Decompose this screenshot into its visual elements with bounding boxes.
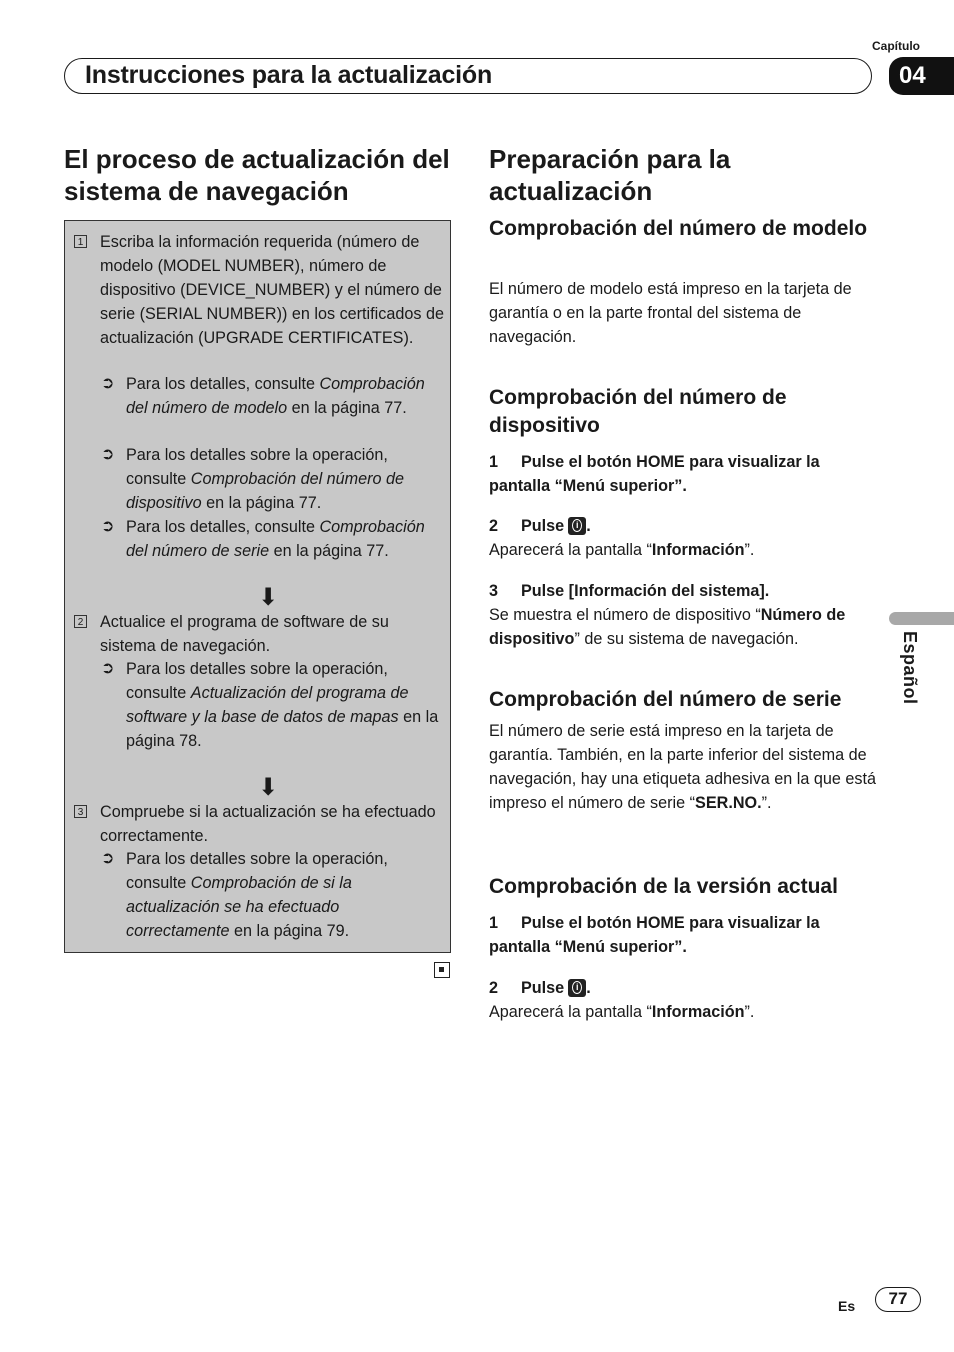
serial-number-text: El número de serie está impreso en la tarjeta de garantía. También, en la parte inferior del sistema de navegación, hay una etiqueta adhesiva en la que está impreso el número de serie “SER.NO.”. bbox=[489, 722, 876, 812]
footer-language-code: Es bbox=[838, 1298, 856, 1314]
arrow-bullet-icon: ➲ bbox=[101, 446, 115, 463]
model-number-text: El número de modelo está impreso en la tarjeta de garantía o en la parte frontal del sistema de navegación. bbox=[489, 280, 852, 346]
arrow-bullet-icon: ➲ bbox=[101, 375, 115, 392]
bullet-text: Para los detalles, consulte Comprobación del número de serie en la página 77. bbox=[126, 518, 425, 560]
bullet-text: Para los detalles, consulte Comprobación del número de modelo en la página 77. bbox=[126, 375, 425, 417]
end-of-section-icon bbox=[434, 962, 450, 978]
info-icon bbox=[568, 517, 586, 535]
page-reference-link[interactable]: Comprobación del número de dispositivo bbox=[126, 470, 405, 512]
step-number-box: 1 bbox=[74, 235, 87, 248]
section-title-preparation: Preparación para la actualización bbox=[489, 144, 731, 206]
version-step-1: 1 Pulse el botón HOME para visualizar la pantalla “Menú superior”. bbox=[489, 914, 820, 956]
step-text: Escriba la información requerida (número de modelo (MODEL NUMBER), número de dispositivo (DEVICE_NUMBER) y el número de serie (SERIAL NUMBER)) en los certificados de actualización (UPGRADE CERTIFICATES). bbox=[100, 233, 444, 347]
device-step-3: 3 Pulse [Información del sistema]. bbox=[489, 582, 770, 600]
heading-current-version: Comprobación de la versión actual bbox=[489, 875, 838, 898]
section-title-update-process: El proceso de actualización del sistema de navegación bbox=[64, 144, 450, 206]
page-reference-link[interactable]: Actualización del programa de software y la base de datos de mapas bbox=[126, 684, 409, 726]
version-step-2-result: Aparecerá la pantalla “Información”. bbox=[489, 1003, 755, 1021]
bullet-text: Para los detalles sobre la operación, consulte Comprobación de si la actualización se ha efectuado correctamente en la página 79. bbox=[126, 850, 388, 940]
bullet-text: Para los detalles sobre la operación, consulte Comprobación del número de dispositivo en la página 77. bbox=[126, 446, 405, 512]
heading-serial-number: Comprobación del número de serie bbox=[489, 688, 842, 711]
bullet-text: Para los detalles sobre la operación, consulte Actualización del programa de software y la base de datos de mapas en la página 78. bbox=[126, 660, 439, 750]
chapter-number: 04 bbox=[889, 57, 954, 95]
info-icon bbox=[568, 979, 586, 997]
device-step-3-result: Se muestra el número de dispositivo “Número de dispositivo” de su sistema de navegación. bbox=[489, 606, 846, 648]
heading-device-number: Comprobación del número de dispositivo bbox=[489, 386, 787, 437]
language-tab-marker bbox=[889, 612, 954, 625]
version-step-2: 2 Pulsei . bbox=[489, 976, 879, 1000]
step-text: Compruebe si la actualización se ha efectuado correctamente. bbox=[100, 803, 436, 845]
heading-model-number: Comprobación del número de modelo bbox=[489, 217, 868, 240]
step-text: Actualice el programa de software de su sistema de navegación. bbox=[100, 613, 389, 655]
step-number-box: 2 bbox=[74, 615, 87, 628]
arrow-bullet-icon: ➲ bbox=[101, 518, 115, 535]
step-number-box: 3 bbox=[74, 805, 87, 818]
device-step-2: 2 Pulsei . bbox=[489, 514, 879, 538]
page-header-title: Instrucciones para la actualización bbox=[85, 61, 493, 89]
page-reference-link[interactable]: Comprobación del número de serie bbox=[126, 518, 425, 560]
device-step-1: 1 Pulse el botón HOME para visualizar la pantalla “Menú superior”. bbox=[489, 453, 820, 495]
page-number: 77 bbox=[875, 1287, 921, 1312]
language-tab-label: Español bbox=[900, 631, 920, 705]
page-reference-link[interactable]: Comprobación del número de modelo bbox=[126, 375, 425, 417]
arrow-down-icon: ⬇ bbox=[258, 584, 279, 611]
page-reference-link[interactable]: Comprobación de si la actualización se ha efectuado correctamente bbox=[126, 874, 352, 940]
device-step-2-result: Aparecerá la pantalla “Información”. bbox=[489, 541, 755, 559]
arrow-bullet-icon: ➲ bbox=[101, 660, 115, 677]
arrow-bullet-icon: ➲ bbox=[101, 850, 115, 867]
arrow-down-icon: ⬇ bbox=[258, 774, 279, 801]
chapter-label: Capítulo bbox=[872, 39, 920, 53]
